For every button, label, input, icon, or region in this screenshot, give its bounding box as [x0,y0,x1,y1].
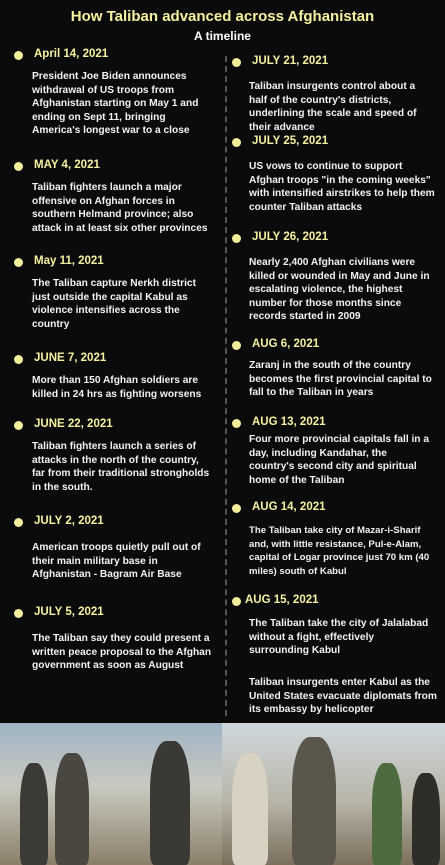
bullet-dot [232,597,241,606]
entry-date: April 14, 2021 [34,48,109,60]
entry-date: JULY 2, 2021 [34,515,104,527]
entry-date: JULY 25, 2021 [252,135,329,147]
entry-text: The Taliban take the city of Jalalabad without a fight, effectively surrounding Kabul [249,618,429,657]
entry-text: Taliban insurgents control about a half of the country's districts, underlining the scale and speed of their advance [249,81,417,133]
entry-text: American troops quietly pull out of their main military base in Afghanistan - Bagram Air Base [32,542,201,581]
page-subtitle: A timeline [194,29,251,43]
entry-date: AUG 13, 2021 [252,416,326,428]
entry-text: The Taliban say they could present a written peace proposal to the Afghan government as soon as August [32,633,212,672]
bullet-dot [14,162,23,171]
entry-text: Zaranj in the south of the country becomes the first provincial capital to fall to the Taliban in years [249,360,432,399]
bullet-dot [14,421,23,430]
entry-date: AUG 14, 2021 [252,501,326,513]
fighters-photo-right [222,723,445,865]
bullet-dot [232,58,241,67]
page-title: How Taliban advanced across Afghanistan [70,8,375,25]
timeline-divider [225,56,227,716]
entry-date: JUNE 7, 2021 [34,352,107,364]
bullet-dot [14,355,23,364]
entry-date: JULY 5, 2021 [34,606,104,618]
bullet-dot [232,504,241,513]
entry-date: JULY 26, 2021 [252,231,329,243]
bullet-dot [14,51,23,60]
entry-date: AUG 6, 2021 [252,338,320,350]
bullet-dot [232,419,241,428]
entry-text: Taliban fighters launch a major offensive on Afghan forces in southern Helmand province; also attack in at least six other provinces [32,182,208,234]
entry-text: More than 150 Afghan soldiers are killed in 24 hrs as fighting worsens [32,375,202,400]
bullet-dot [14,609,23,618]
kabul-entry-note: Taliban insurgents enter Kabul as the United States evacuate diplomats from its embassy by helicopter [249,677,437,716]
fighters-photo [0,723,445,865]
entry-text: Four more provincial capitals fall in a day, including Kandahar, the country's second city and spiritual home of the Taliban [249,434,430,486]
entry-date: May 11, 2021 [34,255,104,267]
bullet-dot [14,518,23,527]
entry-date: JUNE 22, 2021 [34,418,113,430]
entry-text: President Joe Biden announces withdrawal of US troops from Afghanistan starting on May 1 and ending on Sept 11, bringing America's longest war to a close [32,71,199,137]
entry-text: Nearly 2,400 Afghan civilians were killed or wounded in May and June in escalating violence, the highest number for those months since records started in 2009 [249,257,430,323]
entry-date: MAY 4, 2021 [34,159,100,171]
entry-text: The Taliban capture Nerkh district just outside the capital Kabul as violence intensifies across the country [32,278,196,330]
bullet-dot [232,234,241,243]
entry-date: JULY 21, 2021 [252,55,329,67]
bullet-dot [232,138,241,147]
entry-text: Taliban fighters launch a series of attacks in the north of the country, far from their traditional strongholds in the south. [32,441,210,493]
bullet-dot [14,258,23,267]
entry-text: The Taliban take city of Mazar-i-Sharif and, with little resistance, Pul-e-Alam, capital of Logar province just 70 km (40 miles) south of Kabul [249,525,430,577]
bullet-dot [232,341,241,350]
entry-text: US vows to continue to support Afghan troops "in the coming weeks" with intensified airstrikes to help them counter Taliban attacks [249,161,435,213]
entry-date: AUG 15, 2021 [245,594,319,606]
